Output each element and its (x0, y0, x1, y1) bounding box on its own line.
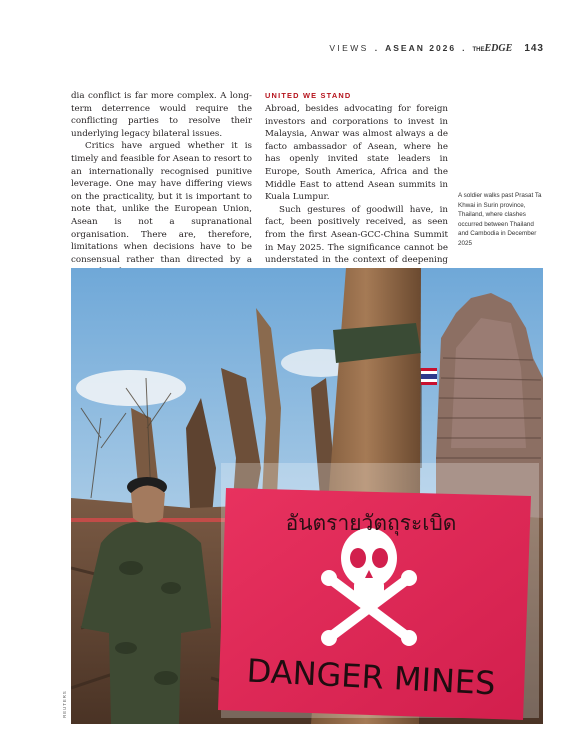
photo-illustration (71, 268, 543, 724)
header-topic: ASEAN 2026 (385, 43, 457, 53)
sign-thai-text: อันตรายวัตถุระเบิด (285, 511, 457, 535)
section-subhead: UNITED WE STAND (265, 91, 352, 100)
paragraph: Such gestures of goodwill have, in fact, been positively received, as seen from the first Asean-GCC-China Summit in May 2025. The significance cannot be understated in the context of deepening (265, 204, 448, 266)
publication-logo (473, 43, 513, 54)
running-header (329, 41, 544, 55)
header-separator: . (374, 43, 380, 53)
paragraph: Critics have argued whether it is timely and feasible for Asean to resort to an internationally recognised punitive leverage. One may have differing views on the practicality, but it is important to note that, unlike the European Union, Asean is not a supranational organisation. There are, therefore, limitations when decisions have to be consensual rather than directed by a (71, 141, 252, 265)
logo-name: EDGE (484, 42, 513, 54)
danger-sign (218, 463, 539, 720)
article-photo (71, 268, 543, 724)
header-separator: . (462, 43, 467, 53)
sign-english-text: DANGER MINES (245, 651, 497, 703)
paragraph: dia conflict is far more complex. A long-term deterrence would require the conflicting parties to resolve their underlying legacy bilateral issues. (71, 91, 252, 139)
paragraph: Abroad, besides advocating for foreign investors and corporations to invest in Malaysia, Anwar was almost always a de facto ambassador of Asean, where he has openly invited state leaders in Europe, South America, Africa and the Middle East to attend Asean summits in Kuala Lumpur. (265, 104, 448, 203)
article-column-1 (71, 90, 252, 279)
page-number: 143 (524, 42, 544, 54)
logo-prefix: THE (472, 46, 485, 53)
cloud (76, 370, 186, 406)
photo-caption: A soldier walks past Prasat Ta Khwai in Surin province, Thailand, where clashes occurred between Thailand and Cambodia in December 2025 (458, 192, 542, 247)
header-section: VIEWS (329, 43, 369, 53)
article-column-2 (265, 90, 448, 279)
photo-credit: REUTERS (62, 690, 67, 718)
